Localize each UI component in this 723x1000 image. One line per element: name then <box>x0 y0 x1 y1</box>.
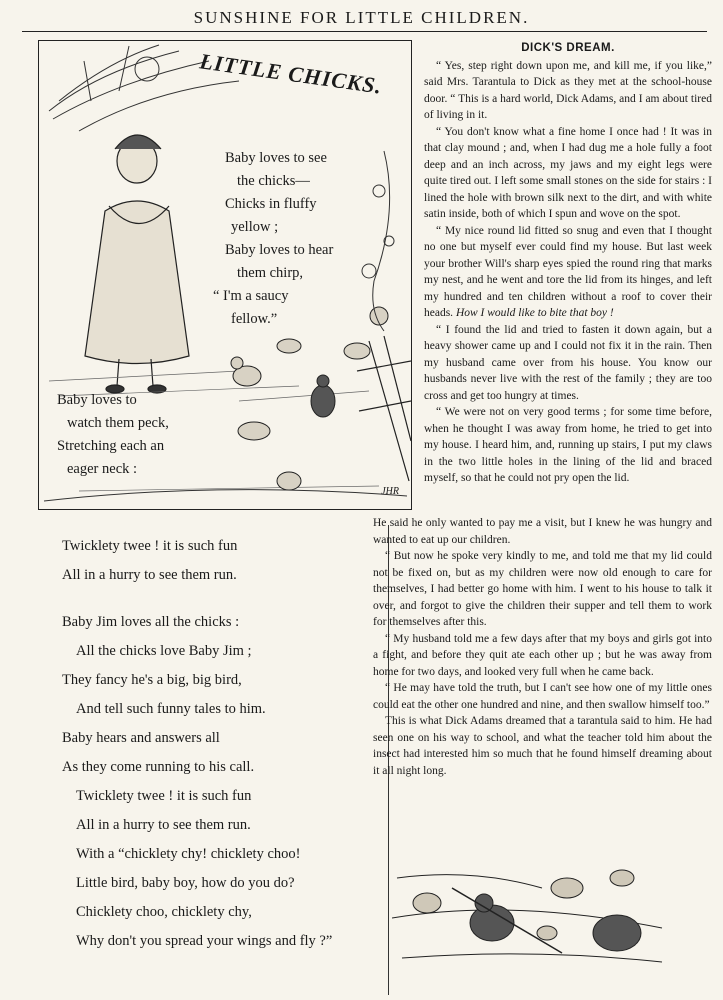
poem-line: Stretching each an <box>57 438 165 454</box>
illustration-heading: LITTLE CHICKS. <box>198 48 384 99</box>
poem-line: Why don't you spread your wings and fly ?” <box>76 933 333 949</box>
poem-line: All the chicks love Baby Jim ; <box>76 643 252 659</box>
story-paragraph: “ We were not on very good terms ; for some time before, when he thought I was away from home, he tried to get into my house. I heard him, and, running up stairs, I put my claws in the two little holes in the lining of the lid and braced myself, so that he could not pry open the lid. <box>424 406 712 484</box>
poem-line: As they come running to his call. <box>62 759 255 775</box>
poem-line: Baby loves to see <box>225 150 327 166</box>
poem-line: “ I'm a saucy <box>213 288 289 304</box>
poem-line: Little bird, baby boy, how do you do? <box>76 875 295 891</box>
poem-line: All in a hurry to see them run. <box>62 567 237 583</box>
story-paragraph: He said he only wanted to pay me a visit, but I knew he was hungry and wanted to eat up our children. <box>373 517 712 546</box>
poem-line: eager neck : <box>67 461 138 477</box>
poem-line: Baby hears and answers all <box>62 730 220 746</box>
poem-line: Baby loves to <box>57 392 137 408</box>
story-paragraph: “ He may have told the truth, but I can't see how one of my little ones could eat the other one hundred and nine, and then swallow himself too.” <box>373 682 712 711</box>
story-paragraph: “ Yes, step right down upon me, and kill me, if you like,” said Mrs. Tarantula to Dick as they met at the school-house door. “ This is a hard world, Dick Adams, and I am about tired of living in it. <box>424 59 712 121</box>
story-italic-text: How I would like to bite that boy ! <box>455 307 614 319</box>
poem-line: Chicklety choo, chicklety chy, <box>76 904 252 920</box>
tarantula-birds-illustration <box>392 858 667 970</box>
poem-line: Chicks in fluffy <box>225 196 317 212</box>
story-paragraph: “ But now he spoke very kindly to me, and told me that my lid could not be fixed on, but as my children were now old enough to care for themselves, I had better go home with him. I went to his house to talk it over, and forgot to give the children their supper and tell them to work for themselves after this. <box>373 550 712 628</box>
poem-line: yellow ; <box>231 219 279 235</box>
page-header-title: SUNSHINE FOR LITTLE CHILDREN. <box>193 8 530 27</box>
illustration-poem-lower <box>57 389 169 481</box>
poem-line: them chirp, <box>237 265 304 281</box>
poem-line: All in a hurry to see them run. <box>76 817 251 833</box>
little-chicks-illustration <box>38 40 412 510</box>
story-column-wide <box>373 515 712 779</box>
poem-line: watch them peck, <box>67 415 169 431</box>
header-rule <box>22 31 707 32</box>
story-paragraph <box>424 223 712 322</box>
story-title: DICK'S DREAM. <box>521 42 615 54</box>
poem-line: Twicklety twee ! it is such fun <box>76 788 252 804</box>
poem-line: Baby loves to hear <box>225 242 334 258</box>
left-poem <box>62 532 362 956</box>
story-paragraph: “ My husband told me a few days after that my boys and girls got into a fight, and before they quit ate each other up ; but he was away from home for two days, and looked very full when he came back. <box>373 632 712 678</box>
story-paragraph: This is what Dick Adams dreamed that a tarantula said to him. He had seen one on his way to school, and what the teacher told him about the insect had interested him so much that he found himself dreaming about it all night long. <box>373 715 712 777</box>
story-paragraph-text: “ My nice round lid fitted so snug and even that I thought no one but myself ever could find my house. But last week your brother Will's sharp eyes spied the round ring that marks my nest, and he went and tore the lid from its hinges, and left my hundred and ten children without a roof to cover their heads. <box>424 224 712 319</box>
illustrator-signature: JHR <box>381 486 399 497</box>
story-paragraph: “ I found the lid and tried to fasten it down again, but a heavy shower came up and I could not fix it in the rain. Then my husband came over from his house. You know our husbands never live with the rest of the family ; they are too cross and get too hungry at times. <box>424 323 712 402</box>
poem-line: fellow.” <box>231 311 278 327</box>
poem-line: With a “chicklety chy! chicklety choo! <box>76 846 301 862</box>
illustration-poem-upper <box>213 147 334 331</box>
story-paragraph: “ You don't know what a fine home I once had ! It was in that clay mound ; and, when I had dug me a hole fully a foot deep and an inch across, my jaws and my eight legs were quite tired out. I left some small stones on the side for stairs : I lined the hole with brown silk next to the dirt, and with white satin inside, both of which I spun and wove on the spot. <box>424 125 712 220</box>
story-column <box>424 40 712 487</box>
poem-line: Twicklety twee ! it is such fun <box>62 538 238 554</box>
poem-line: And tell such funny tales to him. <box>76 701 266 717</box>
poem-line: the chicks— <box>237 173 310 189</box>
poem-line: Baby Jim loves all the chicks : <box>62 614 240 630</box>
poem-line: They fancy he's a big, big bird, <box>62 672 242 688</box>
